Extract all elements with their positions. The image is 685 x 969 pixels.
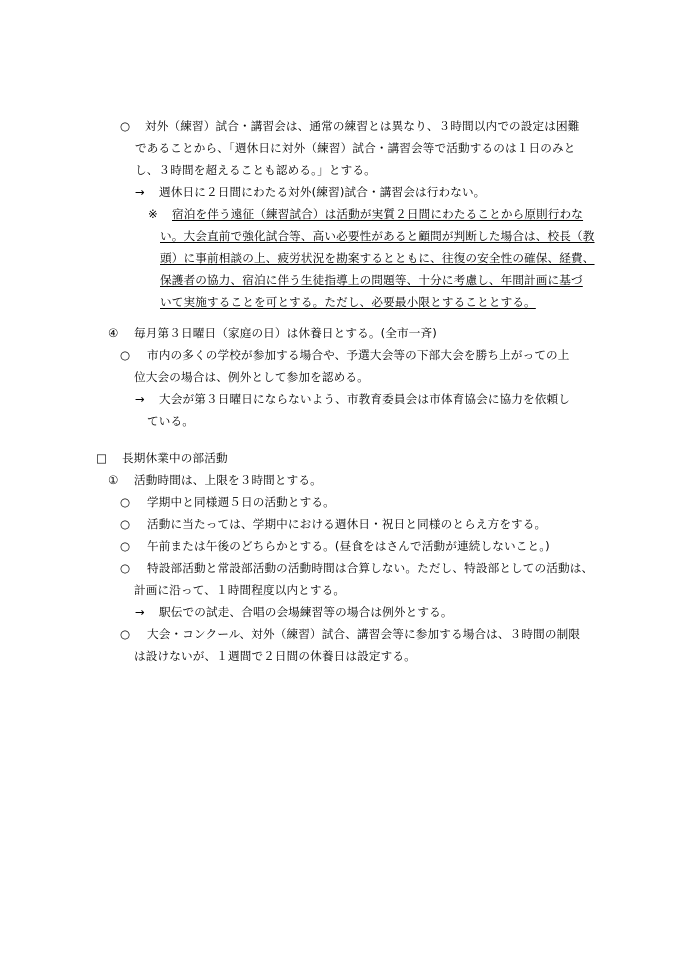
note-line: いて実施することを可とする。ただし、必要最小限とすることとする。 xyxy=(160,295,536,309)
paragraph-line: 駅伝での試走、合唱の会場練習等の場合は例外とする。 xyxy=(159,605,453,619)
note-line: 宿泊を伴う遠征（練習試合）は活動が実質２日間にわたることから原則行わな xyxy=(172,207,584,221)
paragraph-line: 活動に当たっては、学期中における週休日・祝日と同様のとらえ方をする。 xyxy=(147,517,547,531)
bullet-marker: ○ xyxy=(120,561,131,575)
paragraph-line: 週休日に２日間にわたる対外(練習)試合・講習会は行わない。 xyxy=(159,185,486,199)
item-number: ④ xyxy=(108,326,119,340)
paragraph-line: 午前または午後のどちらかとする。(昼食をはさんで活動が連続しないこと。) xyxy=(147,539,550,553)
paragraph-line: 位大会の場合は、例外として参加を認める。 xyxy=(134,370,369,384)
paragraph-line: であることから、「週休日に対外（練習）試合・講習会等で活動するのは１日のみと xyxy=(135,141,576,155)
paragraph-line: 対外（練習）試合・講習会は、通常の練習とは異なり、３時間以内での設定は困難 xyxy=(145,119,580,133)
paragraph-line: は設けないが、１週間で２日間の休養日は設定する。 xyxy=(134,649,416,663)
bullet-marker: ○ xyxy=(120,517,131,531)
item-text: 毎月第３日曜日（家庭の日）は休養日とする。(全市一斉) xyxy=(134,326,437,340)
bullet-marker: ○ xyxy=(120,348,131,362)
item-text: 活動時間は、上限を３時間とする。 xyxy=(134,473,322,487)
section-marker: □ xyxy=(96,451,108,465)
note-line: 頭）に事前相談の上、疲労状況を勘案するとともに、往復の安全性の確保、経費、 xyxy=(160,251,595,265)
paragraph-line: し、３時間を超えることも認める。」とする。 xyxy=(135,163,376,177)
paragraph-line: ている。 xyxy=(147,414,194,428)
paragraph-line: 計画に沿って、１時間程度以内とする。 xyxy=(134,583,346,597)
bullet-marker: ○ xyxy=(120,539,131,553)
arrow-marker: → xyxy=(135,392,145,406)
paragraph-line: 市内の多くの学校が参加する場合や、予選大会等の下部大会を勝ち上がっての上 xyxy=(147,348,570,362)
bullet-marker: ○ xyxy=(120,495,131,509)
paragraph-line: 学期中と同様週５日の活動とする。 xyxy=(147,495,335,509)
item-number: ① xyxy=(108,473,119,487)
note-marker: ※ xyxy=(148,207,158,221)
paragraph-line: 大会が第３日曜日にならないよう、市教育委員会は市体育協会に協力を依頼し xyxy=(159,392,571,406)
section-heading: 長期休業中の部活動 xyxy=(122,451,228,465)
note-line: 保護者の協力、宿泊に伴う生徒指導上の問題等、十分に考慮し、年間計画に基づ xyxy=(160,273,583,287)
note-line: い。大会直前で強化試合等、高い必要性があると顧問が判断した場合は、校長（教 xyxy=(160,229,595,243)
paragraph-line: 特設部活動と常設部活動の活動時間は合算しない。ただし、特設部としての活動は、 xyxy=(147,561,594,575)
bullet-marker: ○ xyxy=(120,119,131,133)
arrow-marker: → xyxy=(135,605,145,619)
arrow-marker: → xyxy=(135,185,145,199)
paragraph-line: 大会・コンクール、対外（練習）試合、講習会等に参加する場合は、３時間の制限 xyxy=(147,627,581,641)
bullet-marker: ○ xyxy=(120,627,131,641)
